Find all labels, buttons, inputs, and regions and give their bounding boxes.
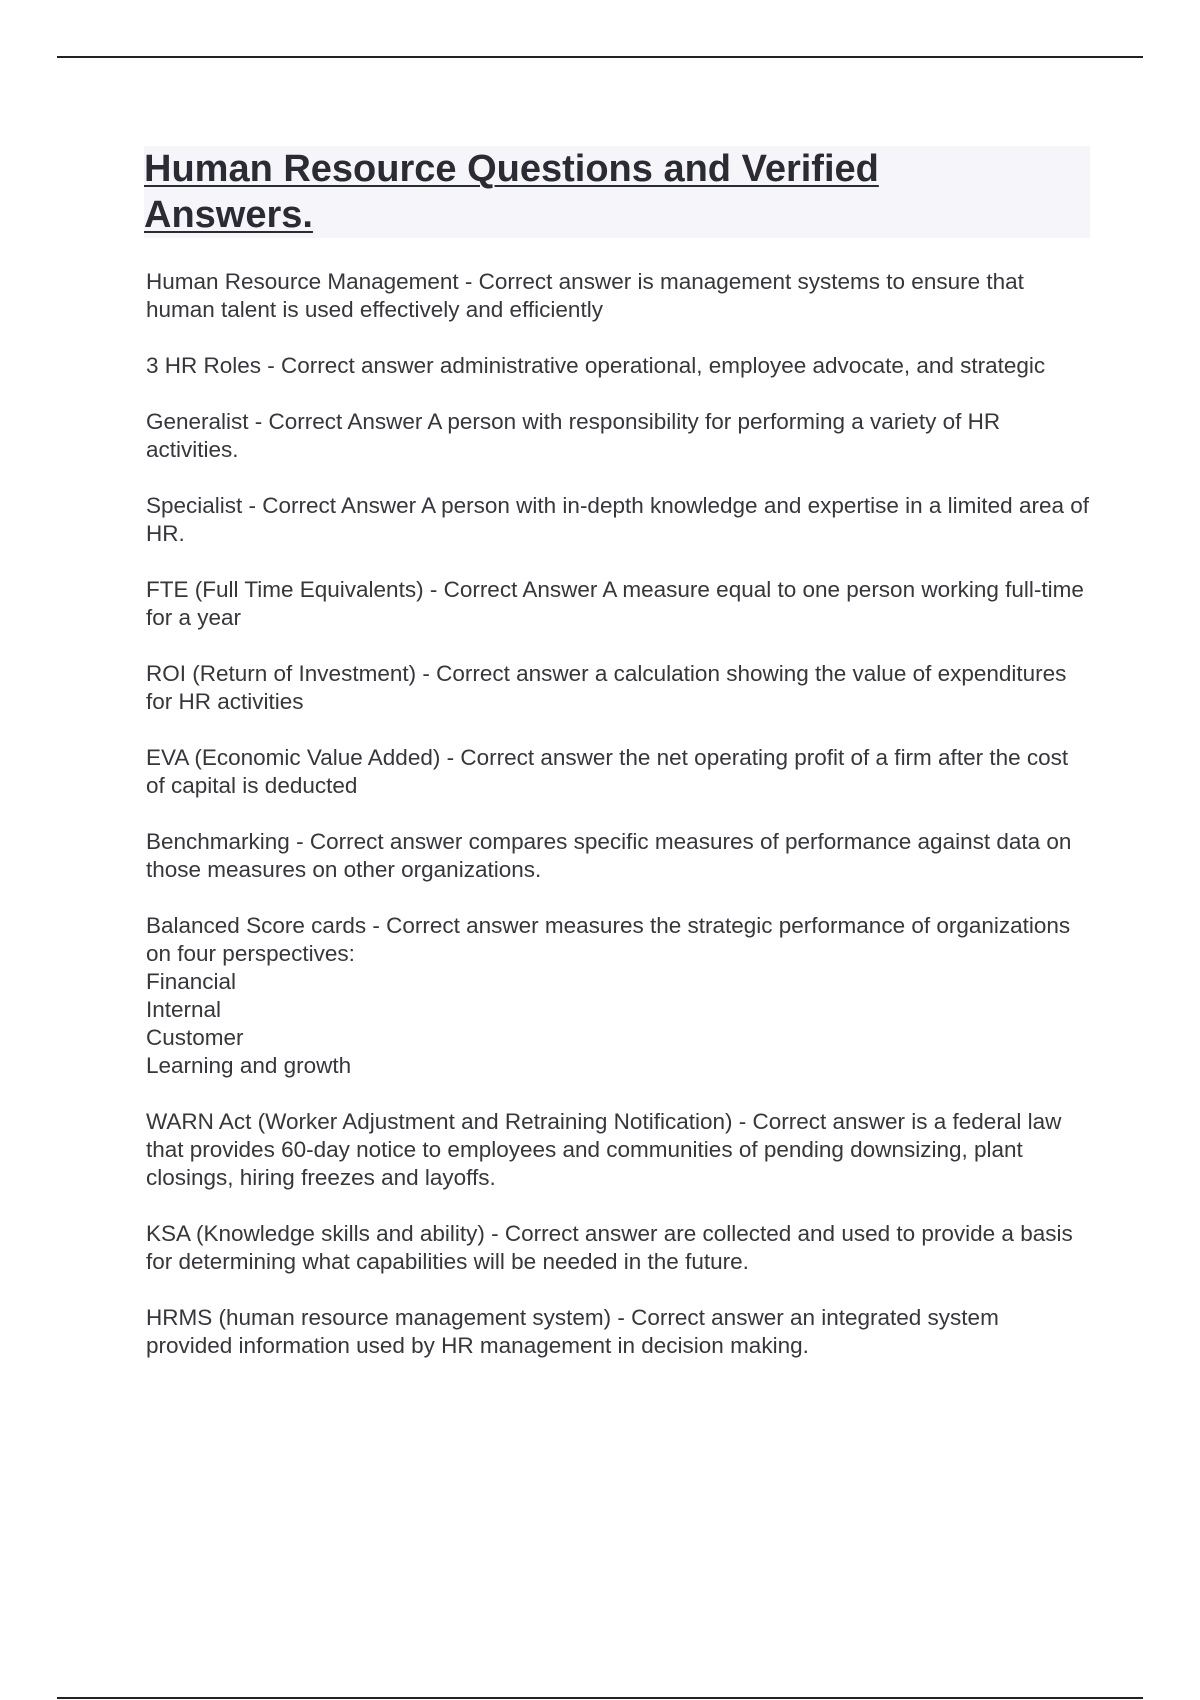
bottom-rule bbox=[57, 1697, 1143, 1699]
qa-entry-hr-roles: 3 HR Roles - Correct answer administrative operational, employee advocate, and strategic bbox=[146, 353, 1046, 378]
qa-entry-fte: FTE (Full Time Equivalents) - Correct Answer A measure equal to one person working full-time for a year bbox=[146, 577, 1084, 630]
qa-entry-hrm: Human Resource Management - Correct answer is management systems to ensure that human talent is used effectively and efficiently bbox=[146, 269, 1024, 322]
qa-entry-hrms: HRMS (human resource management system) - Correct answer an integrated system provided information used by HR management in decision making. bbox=[146, 1305, 999, 1358]
qa-list bbox=[146, 268, 1090, 1388]
qa-entry-roi: ROI (Return of Investment) - Correct answer a calculation showing the value of expenditures for HR activities bbox=[146, 661, 1067, 714]
page-title: Human Resource Questions and Verified Answers. bbox=[144, 148, 879, 236]
title-block bbox=[144, 146, 1090, 238]
qa-entry-eva: EVA (Economic Value Added) - Correct answer the net operating profit of a firm after the cost of capital is deducted bbox=[146, 745, 1069, 798]
qa-entry-specialist: Specialist - Correct Answer A person with in-depth knowledge and expertise in a limited area of HR. bbox=[146, 493, 1090, 546]
qa-entry-balanced-score-cards: Balanced Score cards - Correct answer measures the strategic performance of organizations on four perspectives: Financial Internal Customer Learning and growth bbox=[146, 913, 1071, 1078]
qa-entry-warn-act: WARN Act (Worker Adjustment and Retraining Notification) - Correct answer is a federal law that provides 60-day notice to employees and communities of pending downsizing, plant closings, hiring freezes and layoffs. bbox=[146, 1109, 1062, 1190]
qa-entry-ksa: KSA (Knowledge skills and ability) - Correct answer are collected and used to provide a basis for determining what capabilities will be needed in the future. bbox=[146, 1221, 1073, 1274]
qa-entry-benchmarking: Benchmarking - Correct answer compares specific measures of performance against data on those measures on other organizations. bbox=[146, 829, 1072, 882]
top-rule bbox=[57, 56, 1143, 58]
qa-entry-generalist: Generalist - Correct Answer A person with responsibility for performing a variety of HR activities. bbox=[146, 409, 1001, 462]
